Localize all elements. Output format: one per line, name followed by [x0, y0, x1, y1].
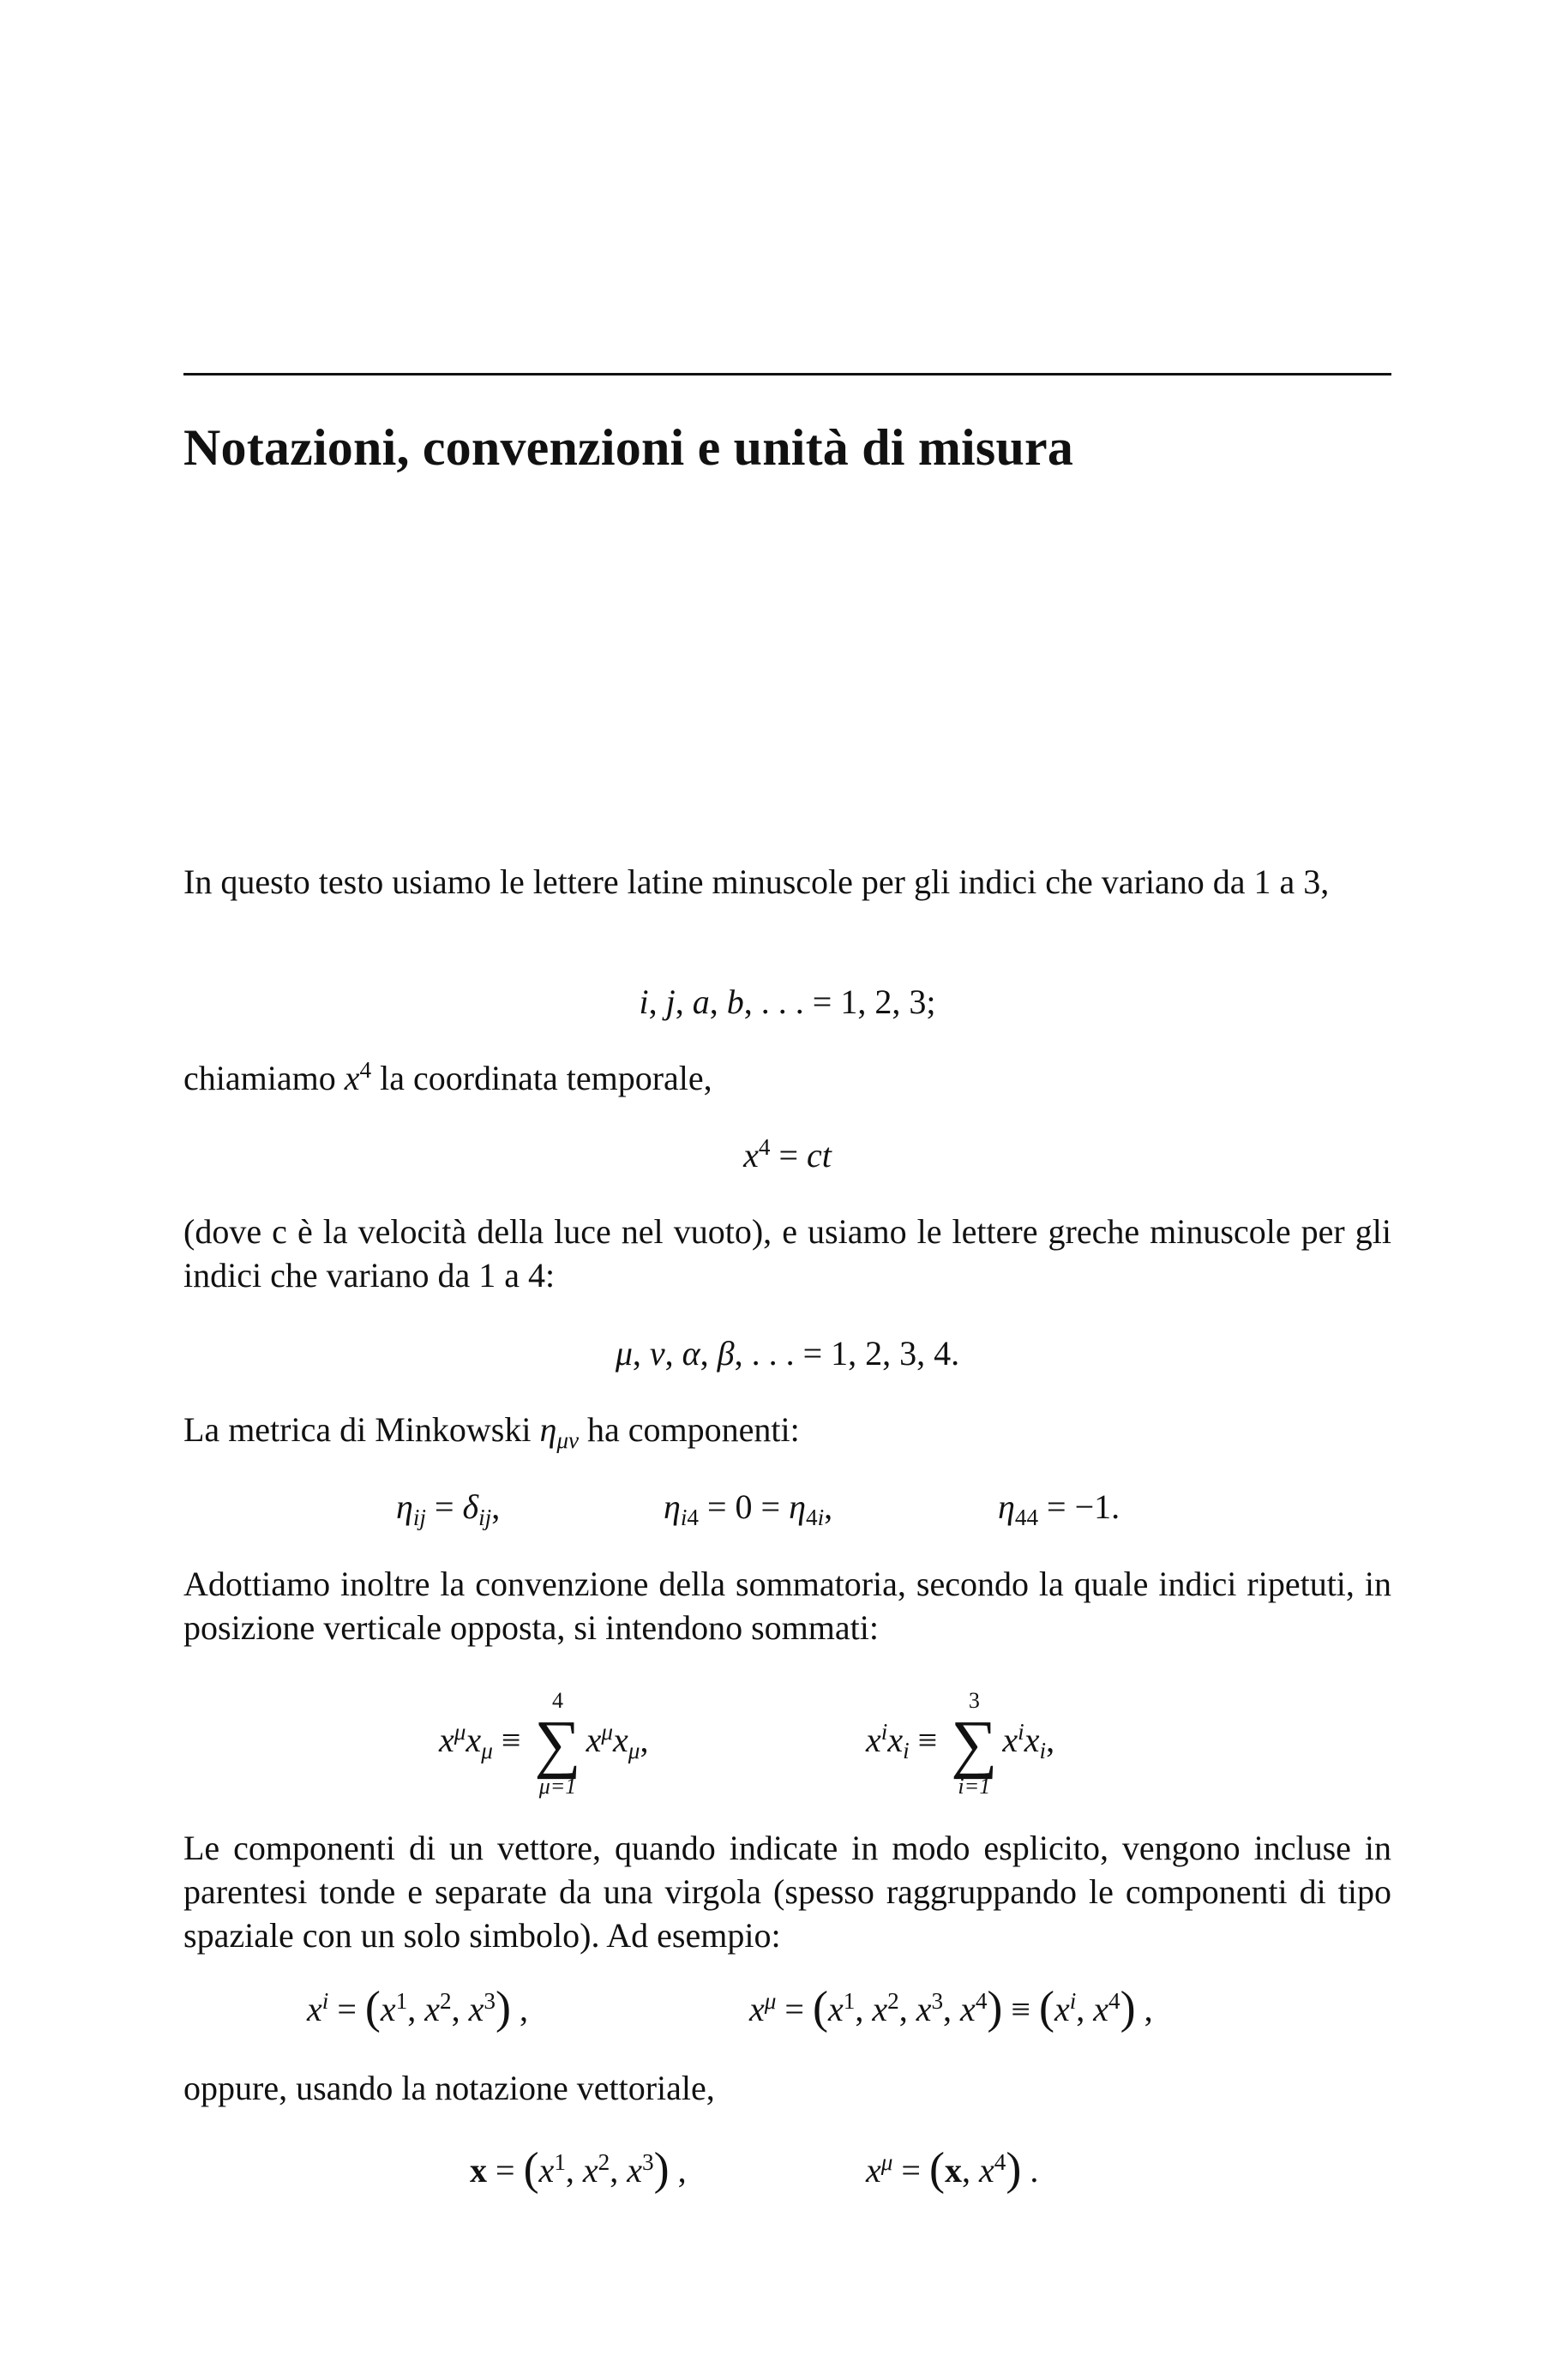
summation-greek: $x^\mu x_\mu$ ≡ 4 ∑ μ=1 $x^\mu x_\mu$, [439, 1687, 649, 1799]
sigma-latin: 3 ∑ i=1 [951, 1687, 998, 1799]
p2-start: chiamiamo [183, 1059, 345, 1097]
equation-greek-indices: μ, ν, α, β, . . . = 1, 2, 3, 4. [615, 1334, 960, 1373]
metric-spatial: $\eta_{ij} = \delta_{ij}$, [396, 1487, 501, 1531]
vector-four-x: $x^\mu = (x$, $x^4$) . [866, 2142, 1039, 2195]
metric-time: $\eta_{44} = -1$. [998, 1487, 1120, 1531]
equation-time-coordinate: $x^4$ = ct [743, 1134, 832, 1174]
paragraph-greek-indices: (dove c è la velocità della luce nel vuoto), e usiamo le lettere greche minuscole per gli indici che variano da 1 a 4: [183, 1212, 1391, 1295]
paragraph-latin-indices: In questo testo usiamo le lettere latine minuscole per gli indici che variano da 1 a 3, [183, 862, 1330, 901]
equation-summation [183, 1680, 1391, 1800]
paragraph-vector-notation: oppure, usando la notazione vettoriale, [183, 2069, 715, 2107]
vector-bold-x: $x = (x^1$, $x^2$, $x^3$) , [470, 2142, 687, 2195]
components-four-vector: $x^\mu = (x^1$, $x^2$, $x^3$, $x^4) \equiv (x^i$, $x^4$) , [749, 1981, 1153, 2034]
metric-mixed: $\eta_{i4} = 0 = \eta_{4i}$, [664, 1487, 833, 1531]
paragraph-vector-components: Le componenti di un vettore, quando indicate in modo esplicito, vengono incluse in parentesi tonde e separate da una virgola (spesso raggruppando le componenti di tipo spaziale con un solo simbolo). Ad esempio: [183, 1829, 1391, 1955]
chapter-title: Notazioni, convenzioni e unità di misura [183, 419, 1074, 476]
components-spatial: $x^i = (x^1$, $x^2$, $x^3$) , [307, 1981, 528, 2034]
sigma-greek: 4 ∑ μ=1 [534, 1687, 581, 1799]
paragraph-minkowski-metric: La metrica di Minkowski $\eta_{\mu\nu}$ ha componenti: [183, 1410, 800, 1454]
top-rule [183, 373, 1391, 375]
equation-latin-indices: i, j, a, b, . . . = 1, 2, 3; [639, 982, 936, 1021]
paragraph-time-coordinate: chiamiamo $x^4$ la coordinata temporale, [183, 1057, 712, 1097]
p2-end: la coordinata temporale, [371, 1059, 712, 1097]
paragraph-summation-convention: Adottiamo inoltre la convenzione della sommatoria, secondo la quale indici ripetuti, in posizione verticale opposta, si intendono sommati: [183, 1565, 1391, 1647]
p4-start: La metrica di Minkowski [183, 1410, 540, 1449]
summation-latin: $x^ix_i$ ≡ 3 ∑ i=1 $x^ix_i$, [866, 1687, 1055, 1799]
p4-end: ha componenti: [579, 1410, 800, 1449]
